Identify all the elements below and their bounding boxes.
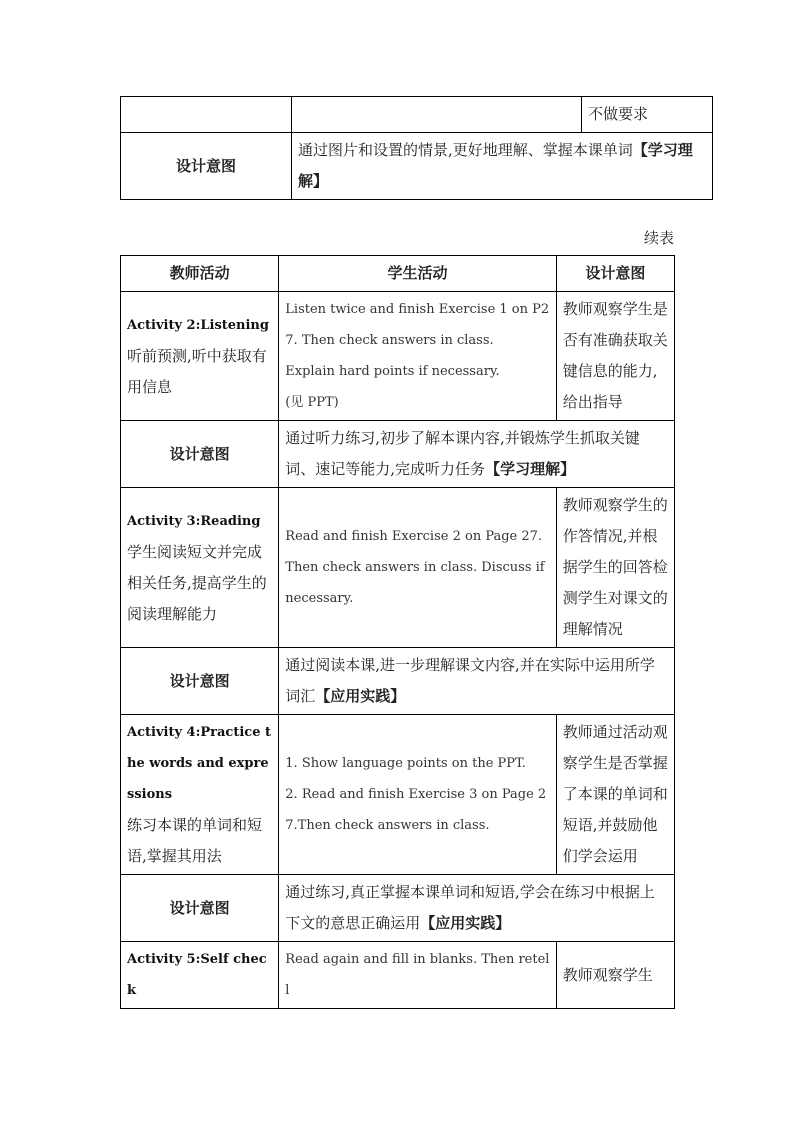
intent-cell: 教师通过活动观察学生是否掌握了本课的单词和短语,并鼓励他们学会运用 [556, 715, 674, 875]
student-line: (见 PPT) [285, 395, 339, 410]
design-text: 通过阅读本课,进一步理解课文内容,并在实际中运用所学词汇 [285, 656, 655, 705]
design-label: 设计意图 [121, 648, 279, 715]
intent-cell: 教师观察学生的作答情况,并根据学生的回答检测学生对课文的理解情况 [556, 488, 674, 648]
design-intent-text [292, 133, 713, 200]
design-intent-text [279, 875, 675, 942]
design-label: 设计意图 [121, 875, 279, 942]
design-text: 通过听力练习,初步了解本课内容,并锻炼学生抓取关键词、速记等能力,完成听力任务 [285, 429, 640, 478]
table-row [121, 648, 675, 715]
continued-label: 续表 [643, 229, 674, 247]
intent-cell: 教师观察学生 [556, 942, 674, 1009]
activity-title: Activity 3:Reading [127, 513, 261, 529]
student-activity-cell [279, 292, 557, 421]
header-student-activity: 学生活动 [279, 256, 557, 292]
teacher-activity-cell [121, 488, 279, 648]
lesson-plan-table-top [120, 96, 713, 200]
design-label: 设计意图 [121, 421, 279, 488]
header-row [121, 256, 675, 292]
design-tag: 【学习理解】 [298, 141, 693, 190]
design-text: 通过练习,真正掌握本课单词和短语,学会在练习中根据上下文的意思正确运用 [285, 883, 655, 932]
header-design-intent: 设计意图 [556, 256, 674, 292]
design-tag: 【学习理解】 [485, 460, 576, 478]
table-row [121, 942, 675, 1009]
table-row [121, 133, 713, 200]
teacher-activity-cell [121, 715, 279, 875]
table-row [121, 875, 675, 942]
design-intent-text [279, 648, 675, 715]
teacher-activity-cell [121, 292, 279, 421]
lesson-plan-table [120, 255, 675, 1009]
student-line: 2. Read and finish Exercise 3 on Page 27.Then check answers in class. [285, 787, 547, 833]
table-row [121, 292, 675, 421]
activity-description: 学生阅读短文并完成相关任务,提高学生的阅读理解能力 [127, 542, 267, 623]
activity-title: Activity 2:Listening [127, 317, 269, 333]
table-row [121, 715, 675, 875]
student-line: Explain hard points if necessary. [285, 364, 500, 379]
activity-title: Activity 5:Self check [121, 942, 279, 1009]
table-row [121, 97, 713, 133]
design-label: 设计意图 [121, 133, 292, 200]
design-intent-text [279, 421, 675, 488]
activity-title: Activity 4:Practice the words and expressions [127, 725, 271, 802]
table-row [121, 421, 675, 488]
student-activity-cell: Read and finish Exercise 2 on Page 27. Then check answers in class. Discuss if necessary. [279, 488, 557, 648]
design-tag: 【应用实践】 [420, 914, 511, 932]
design-tag: 【应用实践】 [315, 687, 406, 705]
table-row [121, 488, 675, 648]
student-line: Listen twice and finish Exercise 1 on P27. Then check answers in class. [285, 302, 550, 348]
intent-cell: 教师观察学生是否有准确获取关键信息的能力,给出指导 [556, 292, 674, 421]
activity-description: 练习本课的单词和短语,掌握其用法 [127, 816, 263, 865]
student-activity-cell [279, 715, 557, 875]
design-text: 通过图片和设置的情景,更好地理解、掌握本课单词 [298, 141, 633, 159]
empty-cell [121, 97, 292, 133]
student-activity-cell: Read again and fill in blanks. Then retell [279, 942, 557, 1009]
activity-description: 听前预测,听中获取有用信息 [127, 346, 267, 396]
empty-cell [292, 97, 582, 133]
header-teacher-activity: 教师活动 [121, 256, 279, 292]
student-line: 1. Show language points on the PPT. [285, 756, 526, 771]
intent-cell: 不做要求 [582, 97, 713, 133]
